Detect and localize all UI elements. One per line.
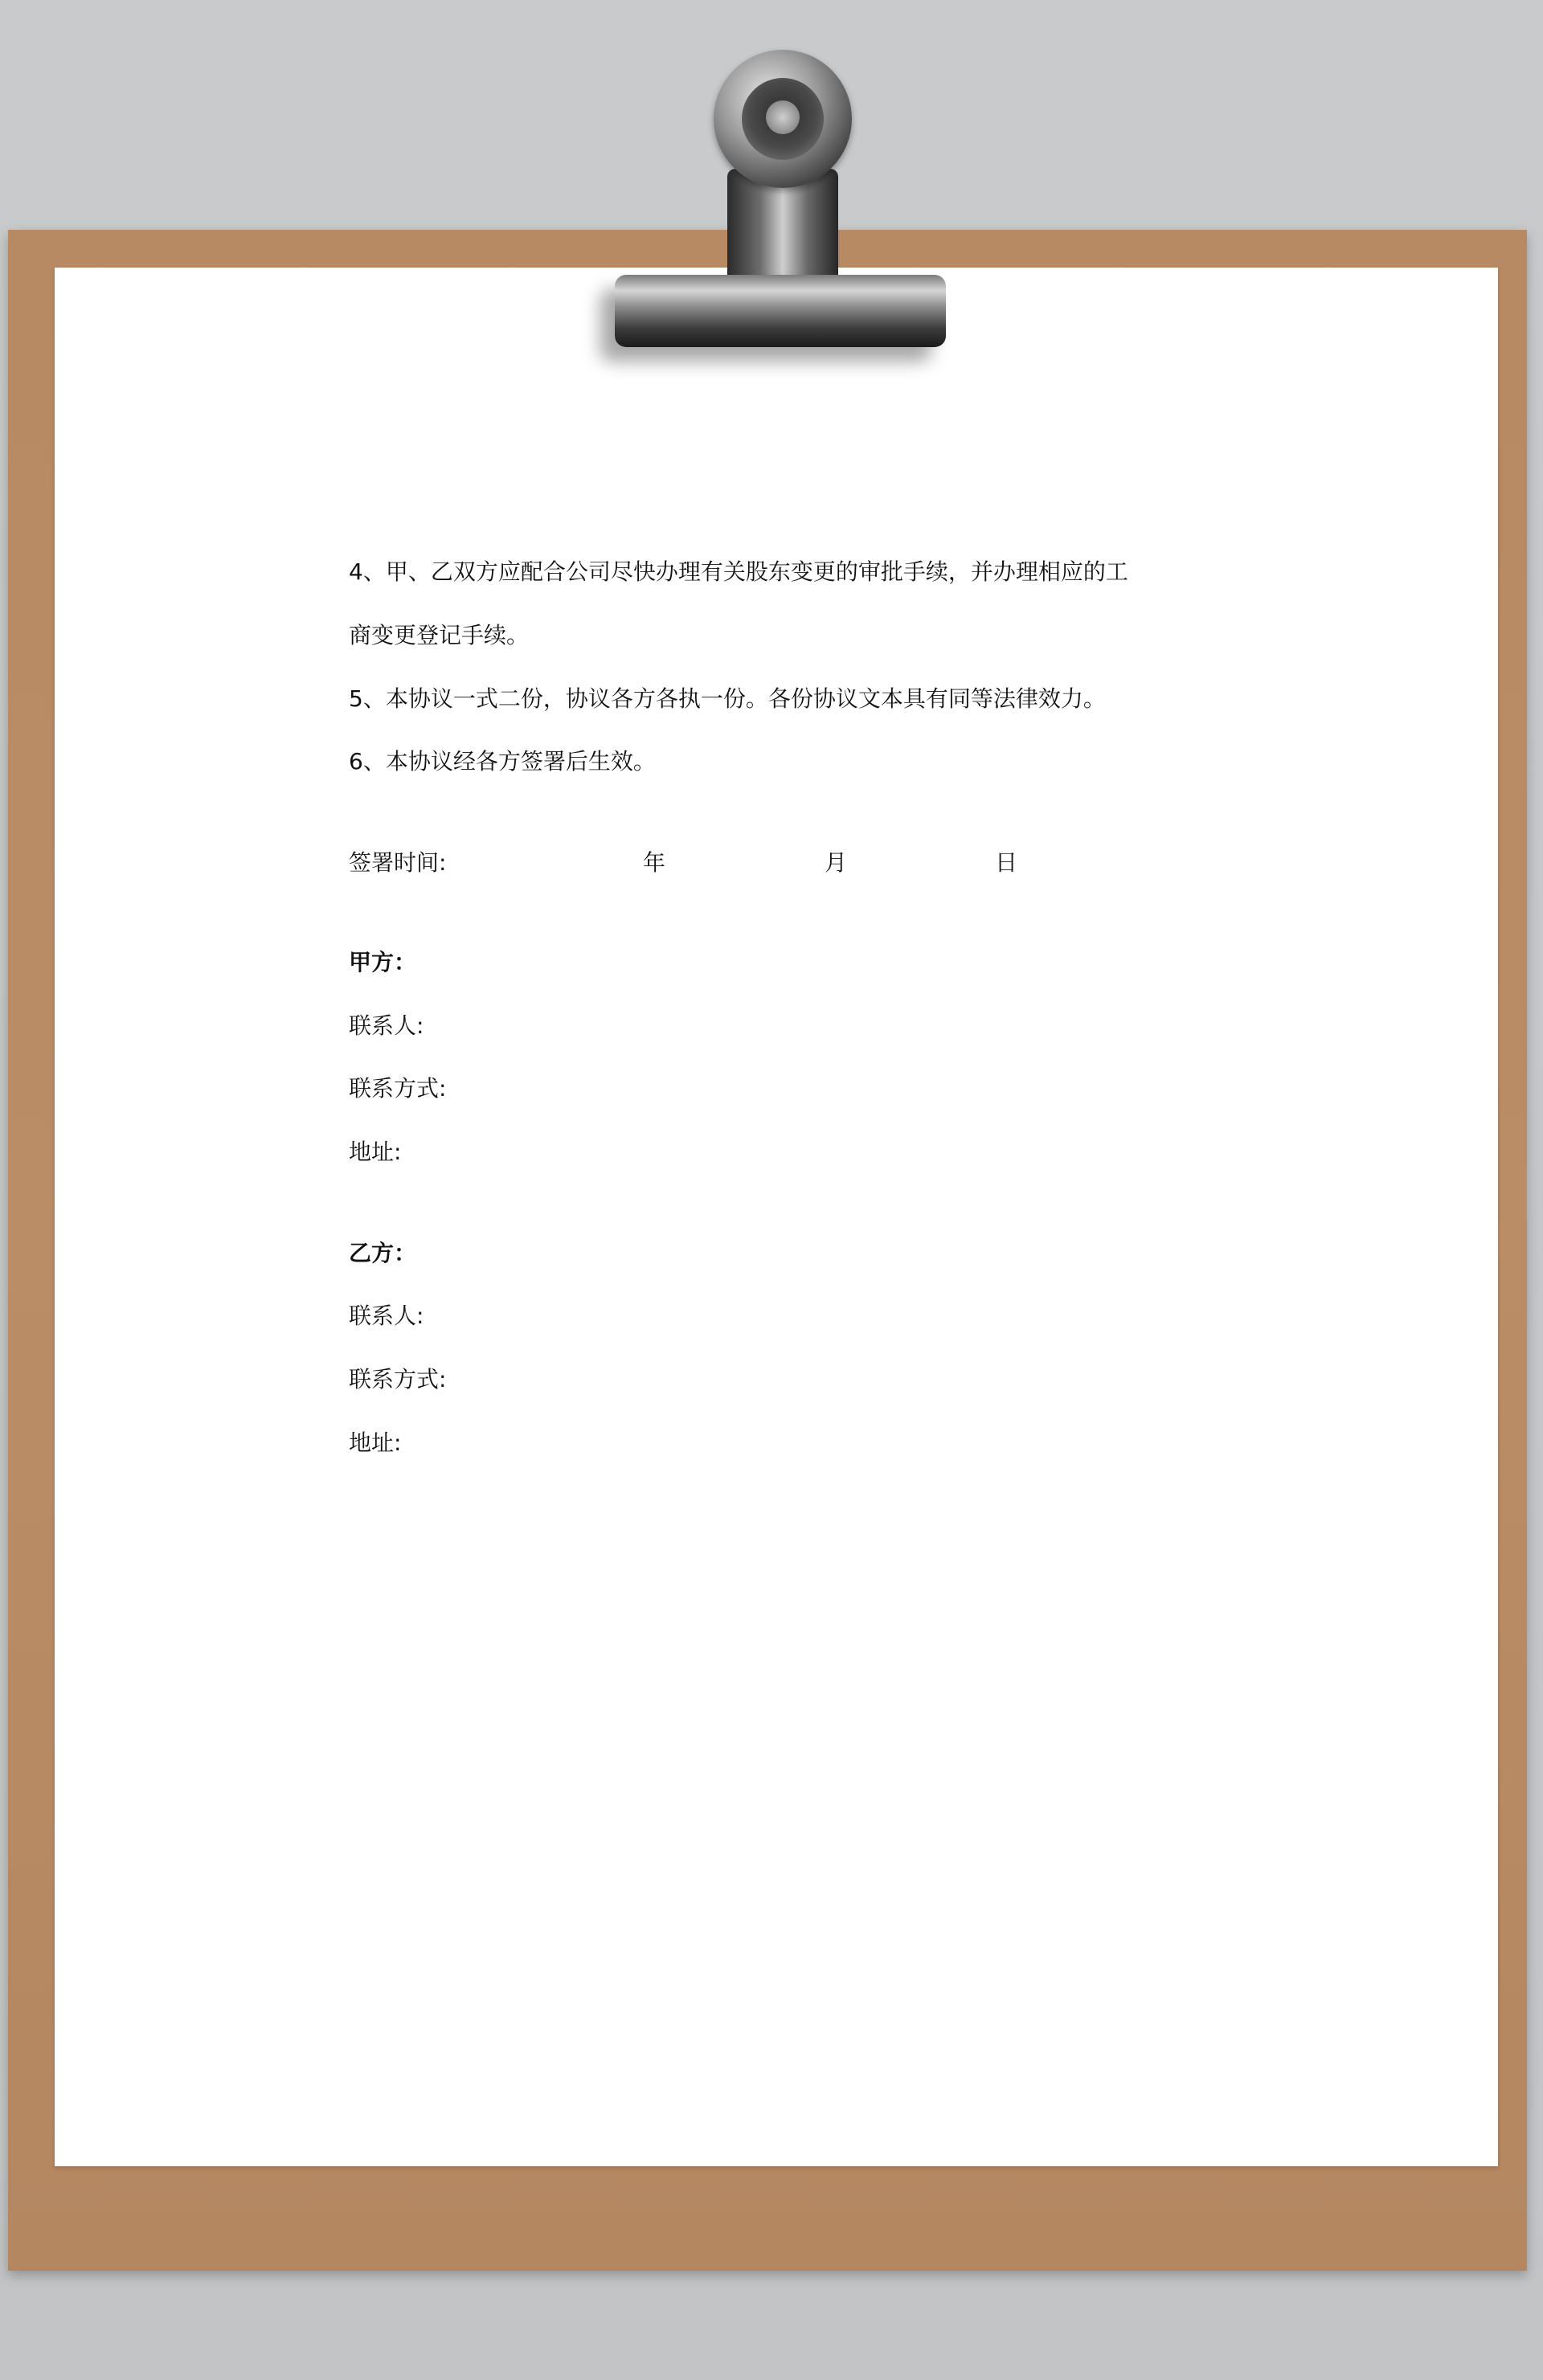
party-a-title: 甲方： [349,949,417,975]
clause-6: 6、本协议经各方签署后生效。 [349,748,656,775]
signing-date-label: 签署时间: [349,849,447,876]
party-b-contact-method: 联系方式: [349,1366,447,1392]
binder-clip-bar [615,275,946,347]
binder-clip-ring-inner [742,78,824,160]
binder-clip-ring [714,50,852,188]
party-b-address: 地址: [349,1429,402,1456]
party-a-contact-method: 联系方式: [349,1075,447,1102]
document-page [55,268,1498,2166]
party-a-contact-person: 联系人: [349,1012,424,1039]
party-a-address: 地址: [349,1139,402,1165]
clause-4-line-2: 商变更登记手续。 [349,622,530,648]
party-b-contact-person: 联系人: [349,1302,424,1329]
clause-5: 5、本协议一式二份，协议各方各执一份。各份协议文本具有同等法律效力。 [349,685,1106,712]
signing-year-unit: 年 [643,849,666,876]
clause-4-line-1: 4、甲、乙双方应配合公司尽快办理有关股东变更的审批手续，并办理相应的工 [349,558,1128,585]
binder-clip-ring-hole [766,100,800,134]
signing-month-unit: 月 [825,849,848,876]
party-b-title: 乙方： [349,1240,417,1266]
signing-day-unit: 日 [995,849,1018,876]
